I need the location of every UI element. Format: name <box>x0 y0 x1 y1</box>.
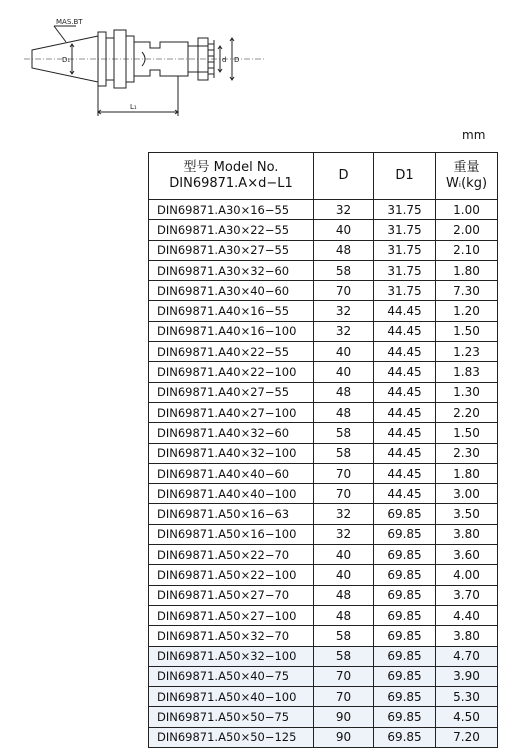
table-row <box>149 382 498 402</box>
cell-weight: 4.00 <box>436 565 498 585</box>
table-row <box>149 342 498 362</box>
cell-weight: 7.20 <box>436 727 498 747</box>
cell-weight: 2.10 <box>436 240 498 260</box>
cell-model: DIN69871.A50×50−125 <box>149 727 314 747</box>
cell-weight: 1.23 <box>436 342 498 362</box>
cell-d: 70 <box>314 666 374 686</box>
cell-model: DIN69871.A40×40−60 <box>149 463 314 483</box>
cell-weight: 2.00 <box>436 220 498 240</box>
cell-d1: 44.45 <box>374 484 436 504</box>
header-d: D <box>314 153 374 200</box>
cell-d1: 69.85 <box>374 524 436 544</box>
header-model-line1: 型号 Model No. <box>183 160 279 175</box>
cell-weight: 1.20 <box>436 301 498 321</box>
D-label: D <box>234 56 240 64</box>
cell-model: DIN69871.A30×32−60 <box>149 260 314 280</box>
table-row <box>149 484 498 504</box>
cell-d: 48 <box>314 402 374 422</box>
cell-weight: 1.50 <box>436 423 498 443</box>
cell-d1: 69.85 <box>374 545 436 565</box>
cell-model: DIN69871.A50×40−100 <box>149 687 314 707</box>
cell-weight: 1.80 <box>436 260 498 280</box>
cell-d1: 31.75 <box>374 260 436 280</box>
cell-d: 70 <box>314 484 374 504</box>
cell-weight: 1.80 <box>436 463 498 483</box>
cell-weight: 3.80 <box>436 524 498 544</box>
cell-model: DIN69871.A40×32−60 <box>149 423 314 443</box>
cell-d: 48 <box>314 382 374 402</box>
cell-model: DIN69871.A40×16−55 <box>149 301 314 321</box>
cell-model: DIN69871.A50×16−100 <box>149 524 314 544</box>
table-header-row <box>149 153 498 200</box>
table-row <box>149 260 498 280</box>
tool-holder-drawing <box>10 8 280 126</box>
table-row <box>149 727 498 747</box>
cell-d1: 69.85 <box>374 707 436 727</box>
cell-d: 58 <box>314 626 374 646</box>
cell-weight: 3.80 <box>436 626 498 646</box>
table-row <box>149 545 498 565</box>
cell-d: 58 <box>314 260 374 280</box>
cell-d1: 69.85 <box>374 666 436 686</box>
cell-d: 90 <box>314 707 374 727</box>
cell-model: DIN69871.A40×27−100 <box>149 402 314 422</box>
cell-d1: 69.85 <box>374 727 436 747</box>
cell-weight: 1.30 <box>436 382 498 402</box>
table-row <box>149 362 498 382</box>
cell-model: DIN69871.A50×27−100 <box>149 605 314 625</box>
cell-d: 32 <box>314 504 374 524</box>
cell-d1: 69.85 <box>374 605 436 625</box>
table-row <box>149 301 498 321</box>
table-row <box>149 605 498 625</box>
cell-weight: 3.70 <box>436 585 498 605</box>
table-row <box>149 626 498 646</box>
cell-d: 40 <box>314 220 374 240</box>
cell-weight: 4.70 <box>436 646 498 666</box>
cell-d1: 44.45 <box>374 423 436 443</box>
cell-weight: 3.60 <box>436 545 498 565</box>
l1-label: L₁ <box>130 103 137 111</box>
cell-model: DIN69871.A40×27−55 <box>149 382 314 402</box>
d1-label: D₁ <box>62 56 71 64</box>
cell-d1: 44.45 <box>374 301 436 321</box>
cell-weight: 1.50 <box>436 321 498 341</box>
cell-model: DIN69871.A40×22−100 <box>149 362 314 382</box>
header-weight <box>436 153 498 200</box>
cell-d1: 44.45 <box>374 362 436 382</box>
table-row <box>149 504 498 524</box>
cell-d1: 31.75 <box>374 281 436 301</box>
cell-d1: 69.85 <box>374 687 436 707</box>
header-d1: D1 <box>374 153 436 200</box>
cell-model: DIN69871.A50×16−63 <box>149 504 314 524</box>
cell-weight: 2.20 <box>436 402 498 422</box>
cell-d1: 44.45 <box>374 382 436 402</box>
cell-d: 48 <box>314 605 374 625</box>
cell-model: DIN69871.A30×27−55 <box>149 240 314 260</box>
cell-d: 40 <box>314 342 374 362</box>
cell-d: 40 <box>314 565 374 585</box>
table-row <box>149 666 498 686</box>
table-row <box>149 585 498 605</box>
cell-model: DIN69871.A40×40−100 <box>149 484 314 504</box>
header-model-line2: DIN69871.A×d−L1 <box>169 176 293 191</box>
cell-d: 40 <box>314 545 374 565</box>
cell-model: DIN69871.A50×32−100 <box>149 646 314 666</box>
angle-label: MAS.BT <box>56 18 83 26</box>
cell-d: 32 <box>314 301 374 321</box>
table-row <box>149 524 498 544</box>
header-weight-line2: Wᵢ(kg) <box>445 176 488 191</box>
table-row <box>149 220 498 240</box>
cell-d1: 44.45 <box>374 443 436 463</box>
table-row <box>149 443 498 463</box>
cell-weight: 1.83 <box>436 362 498 382</box>
cell-model: DIN69871.A30×16−55 <box>149 200 314 220</box>
table-row <box>149 423 498 443</box>
cell-d1: 69.85 <box>374 646 436 666</box>
cell-d: 48 <box>314 240 374 260</box>
cell-d: 32 <box>314 200 374 220</box>
table-row <box>149 687 498 707</box>
cell-model: DIN69871.A40×22−55 <box>149 342 314 362</box>
header-weight-line1: 重量 <box>453 160 480 175</box>
cell-d: 32 <box>314 321 374 341</box>
cell-weight: 4.40 <box>436 605 498 625</box>
cell-model: DIN69871.A40×16−100 <box>149 321 314 341</box>
table-row <box>149 707 498 727</box>
cell-weight: 3.00 <box>436 484 498 504</box>
cell-d: 40 <box>314 362 374 382</box>
cell-weight: 3.50 <box>436 504 498 524</box>
cell-d: 90 <box>314 727 374 747</box>
cell-d1: 44.45 <box>374 402 436 422</box>
cell-d: 70 <box>314 687 374 707</box>
cell-d: 48 <box>314 585 374 605</box>
cell-model: DIN69871.A30×40−60 <box>149 281 314 301</box>
cell-d1: 31.75 <box>374 220 436 240</box>
cell-model: DIN69871.A30×22−55 <box>149 220 314 240</box>
cell-d: 58 <box>314 646 374 666</box>
cell-d: 32 <box>314 524 374 544</box>
cell-weight: 1.00 <box>436 200 498 220</box>
spec-table <box>148 152 498 748</box>
cell-d: 58 <box>314 423 374 443</box>
table-row <box>149 463 498 483</box>
table-row <box>149 240 498 260</box>
cell-d1: 69.85 <box>374 565 436 585</box>
cell-model: DIN69871.A50×32−70 <box>149 626 314 646</box>
cell-weight: 3.90 <box>436 666 498 686</box>
table-row <box>149 646 498 666</box>
cell-weight: 7.30 <box>436 281 498 301</box>
cell-model: DIN69871.A50×22−100 <box>149 565 314 585</box>
cell-model: DIN69871.A50×50−75 <box>149 707 314 727</box>
cell-model: DIN69871.A50×27−70 <box>149 585 314 605</box>
cell-d: 58 <box>314 443 374 463</box>
table-row <box>149 281 498 301</box>
table-row <box>149 565 498 585</box>
d-label: d <box>222 56 227 64</box>
table-row <box>149 321 498 341</box>
cell-d1: 31.75 <box>374 240 436 260</box>
cell-model: DIN69871.A50×22−70 <box>149 545 314 565</box>
cell-d1: 31.75 <box>374 200 436 220</box>
cell-weight: 4.50 <box>436 707 498 727</box>
cell-d1: 44.45 <box>374 463 436 483</box>
cell-d1: 44.45 <box>374 321 436 341</box>
cell-d: 70 <box>314 463 374 483</box>
cell-d: 70 <box>314 281 374 301</box>
cell-weight: 5.30 <box>436 687 498 707</box>
cell-weight: 2.30 <box>436 443 498 463</box>
unit-label: mm <box>462 128 486 142</box>
cell-model: DIN69871.A50×40−75 <box>149 666 314 686</box>
cell-d1: 69.85 <box>374 626 436 646</box>
header-model <box>149 153 314 200</box>
cell-d1: 44.45 <box>374 342 436 362</box>
cell-d1: 69.85 <box>374 504 436 524</box>
cell-model: DIN69871.A40×32−100 <box>149 443 314 463</box>
cell-d1: 69.85 <box>374 585 436 605</box>
table-row <box>149 402 498 422</box>
table-row <box>149 200 498 220</box>
